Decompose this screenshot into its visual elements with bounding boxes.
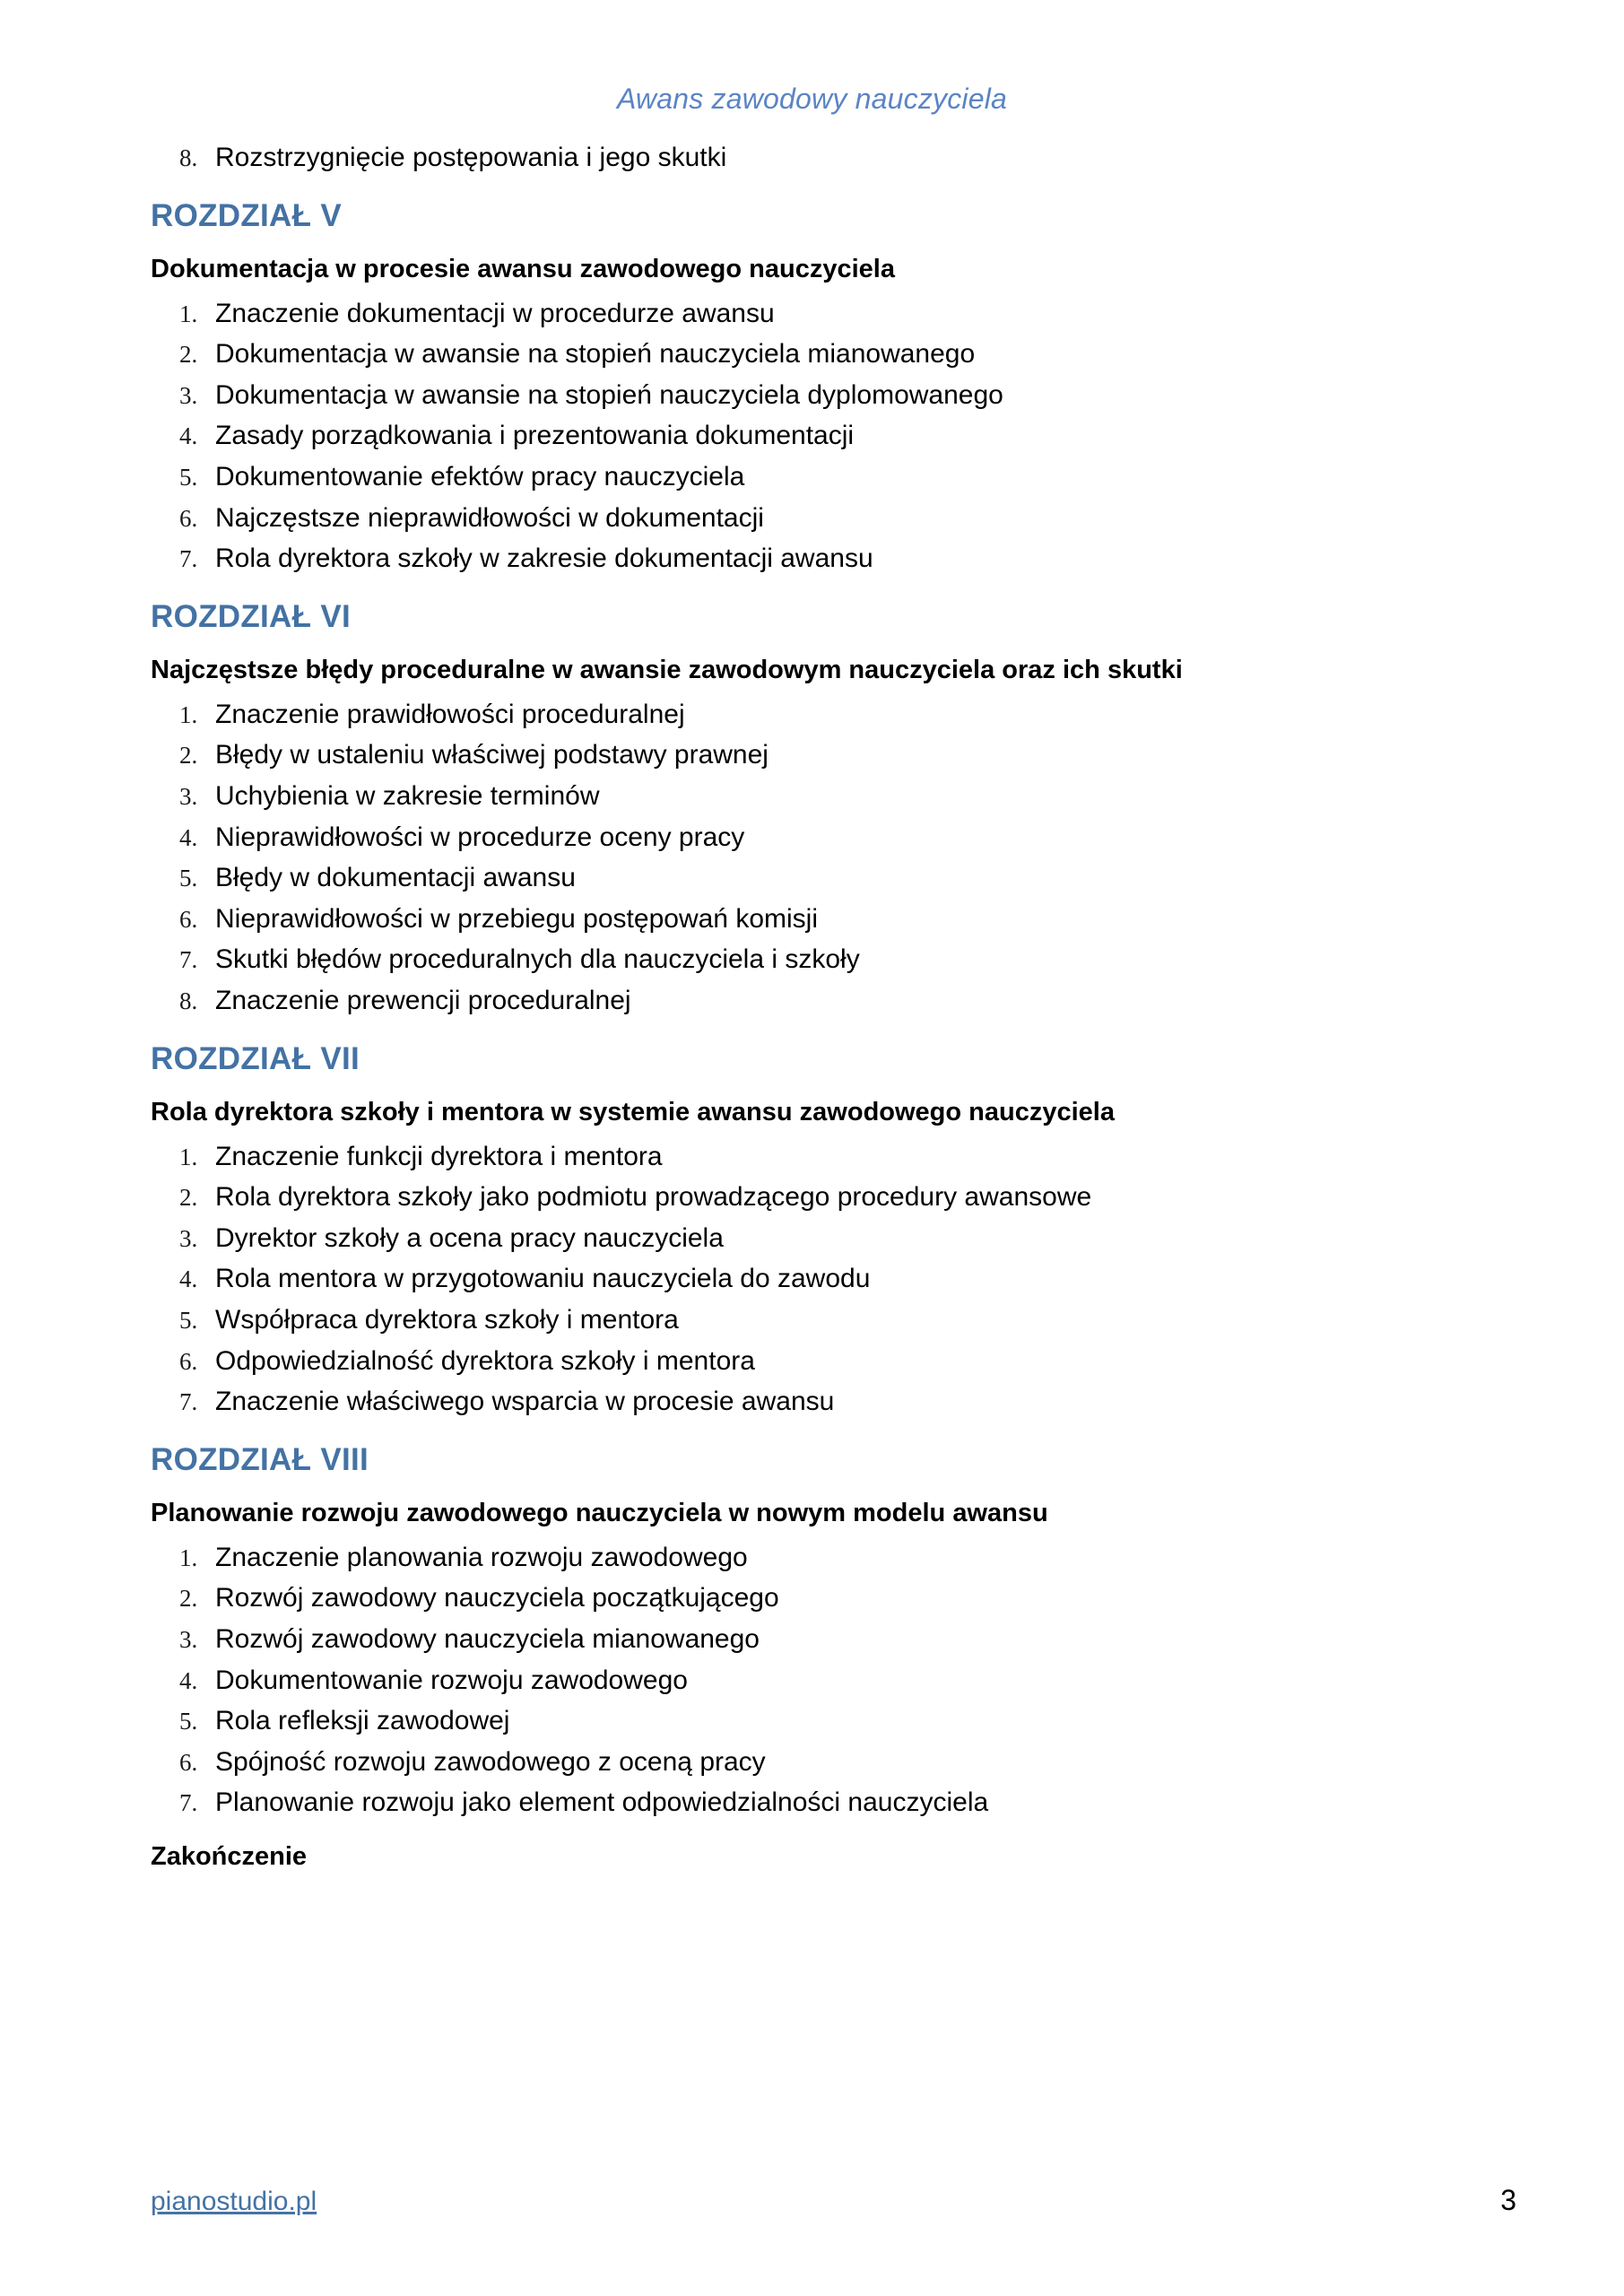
list-item-number: 2. (179, 742, 198, 770)
chapter-subtitle-viii: Planowanie rozwoju zawodowego nauczyciela w nowym modelu awansu (151, 1499, 1048, 1528)
list-item-text: Spójność rozwoju zawodowego z oceną pracy (215, 1746, 766, 1777)
list-item (151, 1787, 1487, 1820)
closing-section-label: Zakończenie (151, 1842, 308, 1871)
chapter-list-v (151, 298, 1487, 576)
list-item-number: 4. (179, 422, 198, 450)
chapter-list-vi (151, 699, 1487, 1018)
list-item-number: 3. (179, 1224, 198, 1252)
list-item-number: 4. (179, 1666, 198, 1694)
list-item-number: 3. (179, 381, 198, 409)
chapter-subtitle-vi: Najczęstsze błędy proceduralne w awansie zawodowym nauczyciela oraz ich skutki (151, 656, 1183, 685)
list-item-number: 6. (179, 1347, 198, 1375)
list-item (151, 739, 1487, 772)
list-item (151, 944, 1487, 977)
list-item (151, 1542, 1487, 1575)
list-item-number: 8. (179, 987, 198, 1014)
list-item-number: 3. (179, 783, 198, 811)
list-item-number: 5. (179, 464, 198, 491)
list-item-text: Współpraca dyrektora szkoły i mentora (215, 1305, 679, 1335)
list-item-number: 7. (179, 545, 198, 573)
list-item-number: 1. (179, 700, 198, 728)
list-item-text: Znaczenie dokumentacji w procedurze awansu (215, 298, 775, 328)
list-item-number: 7. (179, 1388, 198, 1416)
list-item-text: Błędy w dokumentacji awansu (215, 863, 576, 893)
list-item-text: Rozwój zawodowy nauczyciela mianowanego (215, 1624, 760, 1655)
list-item (151, 780, 1487, 813)
list-item-text: Rola mentora w przygotowaniu nauczyciela do zawodu (215, 1264, 871, 1294)
list-item-text: Znaczenie prawidłowości proceduralnej (215, 699, 685, 729)
list-item-text: Rozstrzygnięcie postępowania i jego skutki (215, 143, 727, 172)
list-item-text: Błędy w ustaleniu właściwej podstawy prawnej (215, 740, 769, 770)
chapter-heading-v: ROZDZIAŁ V (151, 197, 342, 233)
list-item (151, 1665, 1487, 1698)
list-item-number: 2. (179, 1585, 198, 1613)
list-item-text: Znaczenie funkcji dyrektora i mentora (215, 1141, 663, 1171)
list-item (151, 1386, 1487, 1419)
list-item-text: Odpowiedzialność dyrektora szkoły i mentora (215, 1345, 755, 1376)
list-item-number: 1. (179, 1143, 198, 1170)
chapter-heading-viii: ROZDZIAŁ VIII (151, 1441, 369, 1477)
list-item-number: 4. (179, 1265, 198, 1293)
list-item-number: 1. (179, 300, 198, 327)
list-item (151, 1181, 1487, 1214)
list-item (151, 379, 1487, 413)
list-item-number: 7. (179, 1789, 198, 1817)
list-item-text: Dokumentowanie rozwoju zawodowego (215, 1665, 688, 1695)
list-item-text: Dokumentacja w awansie na stopień nauczyciela dyplomowanego (215, 379, 1003, 410)
list-item (151, 1746, 1487, 1779)
carryover-list (151, 142, 1487, 175)
list-item-text: Zasady porządkowania i prezentowania dokumentacji (215, 421, 855, 451)
page-footer (151, 2184, 1516, 2217)
list-item (151, 699, 1487, 732)
list-item-number: 5. (179, 1307, 198, 1335)
chapter-subtitle-v: Dokumentacja w procesie awansu zawodowego nauczyciela (151, 254, 895, 283)
list-item-number: 6. (179, 504, 198, 532)
list-item (151, 1222, 1487, 1256)
chapter-subtitle-vii: Rola dyrektora szkoły i mentora w systemie awansu zawodowego nauczyciela (151, 1097, 1115, 1126)
list-item-text: Rola dyrektora szkoły jako podmiotu prowadzącego procedury awansowe (215, 1182, 1092, 1213)
list-item (151, 985, 1487, 1018)
list-item-text: Rola dyrektora szkoły w zakresie dokumentacji awansu (215, 544, 873, 574)
list-item (151, 461, 1487, 494)
list-item (151, 1141, 1487, 1174)
list-item-number: 5. (179, 865, 198, 892)
list-item-text: Znaczenie planowania rozwoju zawodowego (215, 1542, 748, 1572)
list-item-text: Dokumentowanie efektów pracy nauczyciela (215, 462, 745, 492)
list-item (151, 142, 1487, 175)
list-item-text: Znaczenie właściwego wsparcia w procesie awansu (215, 1387, 835, 1417)
chapter-list-viii (151, 1542, 1487, 1820)
list-item-text: Nieprawidłowości w przebiegu postępowań komisji (215, 903, 818, 934)
list-item (151, 903, 1487, 936)
list-item-number: 7. (179, 946, 198, 974)
running-header-title: Awans zawodowy nauczyciela (616, 83, 1008, 115)
list-item-text: Nieprawidłowości w procedurze oceny pracy (215, 822, 745, 852)
footer-website-link[interactable]: pianostudio.pl (151, 2187, 317, 2216)
list-item (151, 862, 1487, 895)
list-item-number: 1. (179, 1544, 198, 1571)
list-item (151, 1263, 1487, 1296)
list-item-number: 4. (179, 823, 198, 851)
chapter-heading-vii: ROZDZIAŁ VII (151, 1040, 360, 1076)
list-item (151, 1705, 1487, 1738)
list-item-text: Skutki błędów proceduralnych dla nauczyciela i szkoły (215, 944, 860, 975)
chapter-list-vii (151, 1141, 1487, 1419)
list-item (151, 822, 1487, 855)
list-item-number: 8. (179, 144, 198, 171)
list-item-text: Rozwój zawodowy nauczyciela początkującego (215, 1583, 779, 1613)
list-item-number: 6. (179, 905, 198, 933)
list-item-text: Dyrektor szkoły a ocena pracy nauczyciela (215, 1222, 724, 1253)
list-item-text: Dokumentacja w awansie na stopień nauczyciela mianowanego (215, 339, 976, 370)
list-item (151, 502, 1487, 535)
list-item (151, 1623, 1487, 1657)
list-item (151, 1582, 1487, 1615)
list-item-text: Rola refleksji zawodowej (215, 1706, 510, 1736)
list-item-text: Planowanie rozwoju jako element odpowiedzialności nauczyciela (215, 1787, 989, 1818)
list-item-number: 5. (179, 1708, 198, 1735)
list-item (151, 338, 1487, 371)
list-item (151, 1345, 1487, 1378)
chapter-heading-vi: ROZDZIAŁ VI (151, 598, 352, 634)
list-item (151, 1304, 1487, 1337)
list-item (151, 298, 1487, 331)
document-content (151, 142, 1487, 1873)
page-number: 3 (1500, 2184, 1516, 2216)
list-item-number: 6. (179, 1748, 198, 1776)
list-item (151, 543, 1487, 576)
list-item-number: 2. (179, 1184, 198, 1212)
list-item (151, 420, 1487, 453)
list-item-text: Znaczenie prewencji proceduralnej (215, 986, 631, 1015)
list-item-number: 3. (179, 1626, 198, 1654)
list-item-number: 2. (179, 341, 198, 369)
list-item-text: Uchybienia w zakresie terminów (215, 781, 600, 812)
list-item-text: Najczęstsze nieprawidłowości w dokumentacji (215, 502, 764, 533)
